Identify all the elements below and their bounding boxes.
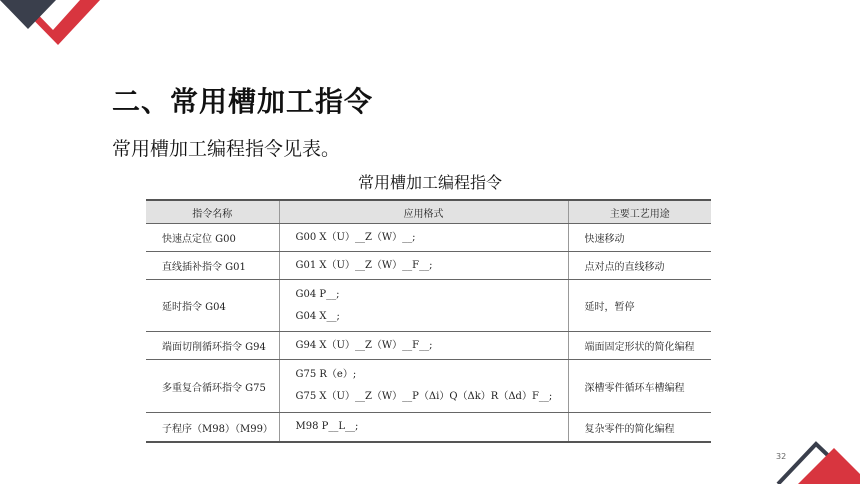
- cell-command-name: 端面切削循环指令 G94: [146, 332, 279, 360]
- cell-command-name: 直线插补指令 G01: [146, 252, 279, 280]
- format-line: G94 X（U）__Z（W）__F__;: [295, 339, 433, 351]
- table-header-row: [146, 200, 711, 224]
- cell-format: [279, 360, 568, 413]
- table-row: [146, 252, 711, 280]
- table-row: [146, 360, 711, 413]
- cell-usage: 复杂零件的简化编程: [568, 413, 711, 443]
- cell-format: [279, 252, 568, 280]
- cell-command-name: 子程序（M98）（M99）: [146, 413, 279, 443]
- cell-usage: 快速移动: [568, 224, 711, 252]
- cell-command-name: 快速点定位 G00: [146, 224, 279, 252]
- format-line: G04 P__;: [295, 288, 340, 300]
- cell-command-name: 多重复合循环指令 G75: [146, 360, 279, 413]
- corner-decoration-bottom-right: [760, 438, 860, 484]
- section-heading: 二、常用槽加工指令: [112, 85, 374, 118]
- cell-usage: 延时，暂停: [568, 280, 711, 332]
- cell-format: [279, 332, 568, 360]
- format-line: G75 X（U）__Z（W）__P（Δi）Q（Δk）R（Δd）F__;: [295, 391, 553, 402]
- table-caption: 常用槽加工编程指令: [357, 173, 502, 192]
- format-line: G04 X__;: [295, 310, 340, 322]
- format-line: M98 P__L__;: [295, 421, 359, 432]
- intro-text: 常用槽加工编程指令见表。: [112, 138, 341, 160]
- cell-format: [279, 413, 568, 443]
- format-line: G01 X（U）__Z（W）__F__;: [295, 259, 433, 271]
- format-line: G00 X（U）__Z（W）__;: [295, 231, 416, 243]
- cell-format: [279, 280, 568, 332]
- cell-command-name: 延时指令 G04: [146, 280, 279, 332]
- page-number: 32: [776, 452, 787, 461]
- table-row: [146, 224, 711, 252]
- cell-usage: 深槽零件循环车槽编程: [568, 360, 711, 413]
- header-usage: 主要工艺用途: [568, 200, 711, 224]
- table-row: [146, 280, 711, 332]
- header-format: 应用格式: [279, 200, 568, 224]
- table-row: [146, 413, 711, 443]
- cell-format: [279, 224, 568, 252]
- groove-command-table: [146, 199, 711, 443]
- table-row: [146, 332, 711, 360]
- cell-usage: 点对点的直线移动: [568, 252, 711, 280]
- cell-usage: 端面固定形状的简化编程: [568, 332, 711, 360]
- format-line: G75 R（e）;: [295, 369, 357, 380]
- corner-decoration-top-left: [0, 0, 100, 52]
- header-command-name: 指令名称: [146, 200, 279, 224]
